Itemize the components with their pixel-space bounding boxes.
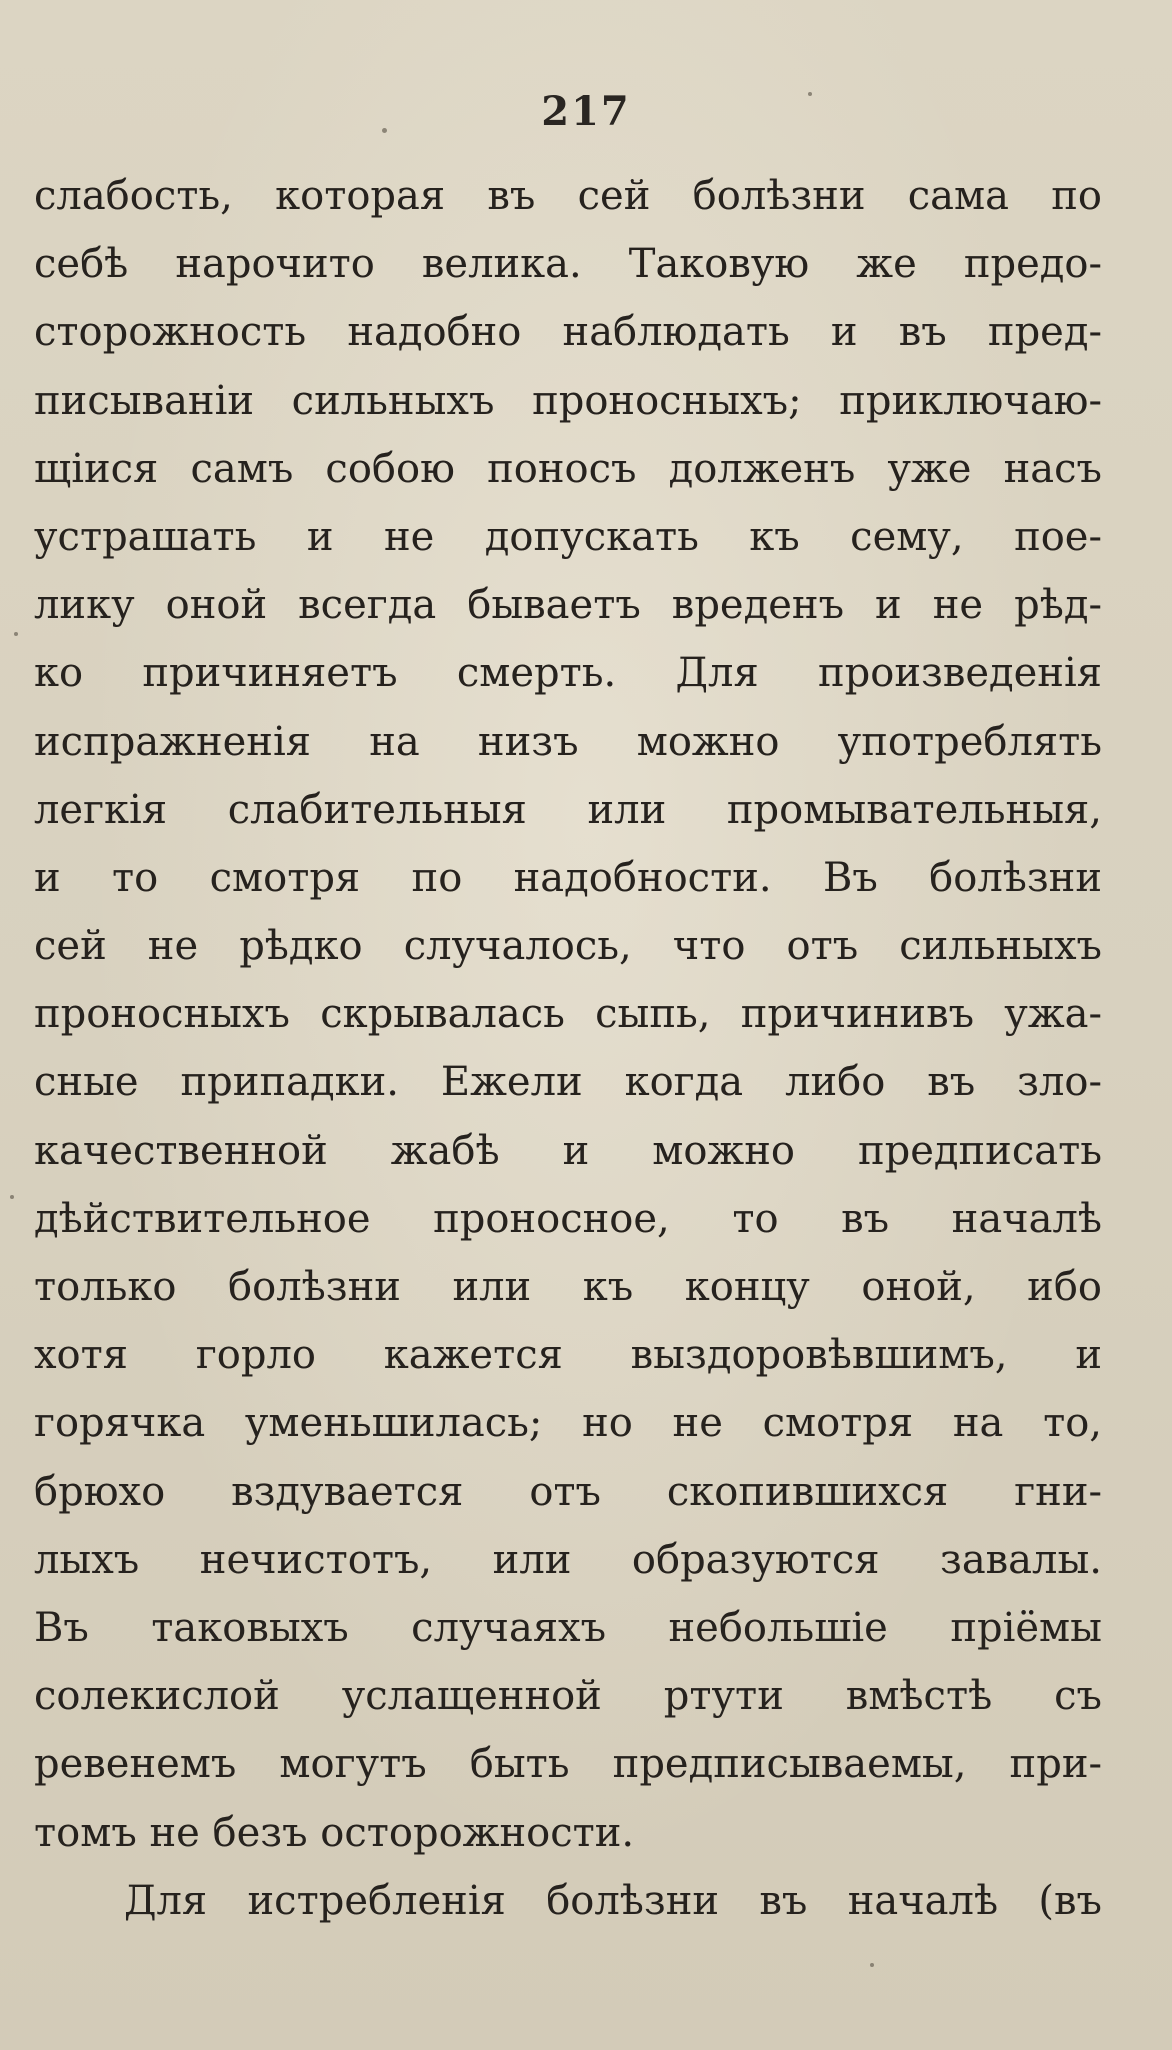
text-line: испражненія на низъ можно употреблять [34, 718, 1102, 765]
text-line: сные припадки. Ежели когда либо въ зло- [34, 1059, 1102, 1106]
text-line: писываніи сильныхъ проносныхъ; приключаю- [34, 377, 1102, 424]
text-line: лыхъ нечистотъ, или образуются завалы. [34, 1536, 1102, 1583]
text-line: сей не рѣдко случалось, что отъ сильныхъ [34, 923, 1102, 970]
text-line: легкія слабительныя или промывательныя, [34, 786, 1102, 833]
ink-speck [14, 632, 18, 636]
ink-speck [870, 1963, 874, 1967]
text-line: себѣ нарочито велика. Таковую же предо- [34, 241, 1102, 288]
text-line: брюхо вздувается отъ скопившихся гни- [34, 1468, 1102, 1515]
text-line: ревенемъ могутъ быть предписываемы, при- [34, 1741, 1102, 1788]
text-line: устрашать и не допускать къ сему, пое- [34, 513, 1102, 560]
text-line: качественной жабѣ и можно предписать [34, 1127, 1102, 1174]
text-line-paragraph-end: томъ не безъ осторожности. [34, 1809, 635, 1856]
body-text [34, 162, 1102, 1935]
text-line: дѣйствительное проносное, то въ началѣ [34, 1195, 1102, 1242]
text-line: ко причиняетъ смерть. Для произведенія [34, 650, 1102, 697]
text-line: только болѣзни или къ концу оной, ибо [34, 1264, 1102, 1310]
text-line: проносныхъ скрывалась сыпь, причинивъ ужа- [34, 991, 1102, 1038]
text-line: хотя горло кажется выздоровѣвшимъ, и [34, 1332, 1102, 1379]
text-line: щіися самъ собою поносъ долженъ уже насъ [34, 445, 1102, 492]
text-line: лику оной всегда бываетъ вреденъ и не рѣд- [34, 582, 1102, 629]
page-number: 217 [541, 88, 631, 135]
text-line: и то смотря по надобности. Въ болѣзни [34, 854, 1102, 901]
text-line: горячка уменьшилась; но не смотря на то, [34, 1400, 1102, 1447]
text-line-paragraph-start: Для истребленія болѣзни въ началѣ (въ [124, 1877, 1102, 1924]
text-line: солекислой услащенной ртути вмѣстѣ съ [34, 1673, 1102, 1720]
ink-speck [10, 1195, 14, 1199]
text-line: сторожность надобно наблюдать и въ пред- [34, 309, 1102, 356]
text-line: Въ таковыхъ случаяхъ небольшіе пріёмы [34, 1604, 1102, 1651]
text-line: слабость, которая въ сей болѣзни сама по [34, 173, 1102, 219]
